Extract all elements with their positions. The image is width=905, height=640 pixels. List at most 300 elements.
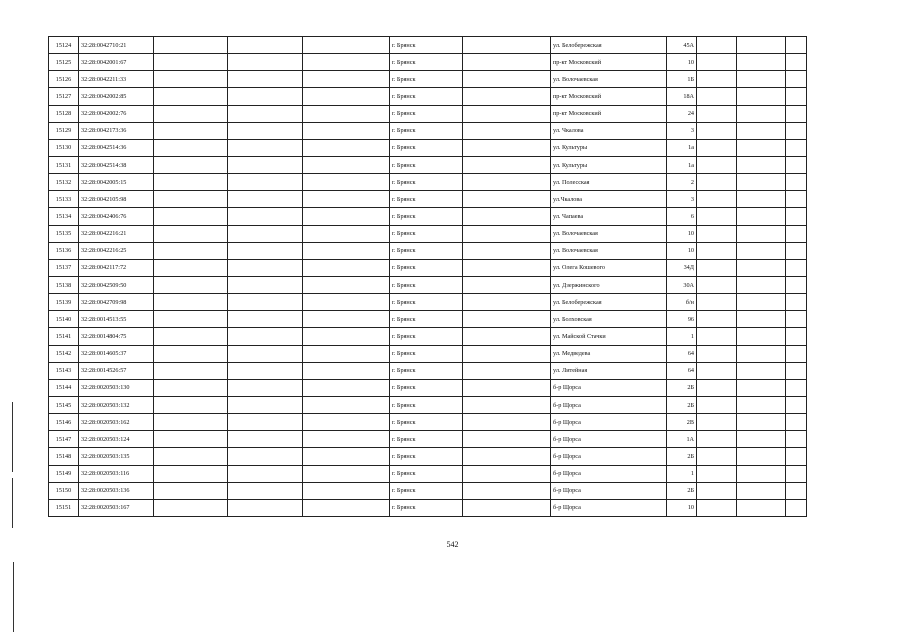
empty-cell xyxy=(463,482,551,499)
empty-cell xyxy=(228,54,303,71)
empty-cell xyxy=(786,465,807,482)
city-cell: г. Брянск xyxy=(390,105,463,122)
row-number: 15138 xyxy=(49,276,79,293)
empty-cell xyxy=(786,105,807,122)
city-cell: г. Брянск xyxy=(390,448,463,465)
empty-cell xyxy=(228,311,303,328)
street-cell: ул. Культуры xyxy=(551,139,667,156)
empty-cell xyxy=(228,88,303,105)
city-cell: г. Брянск xyxy=(390,294,463,311)
empty-cell xyxy=(228,37,303,54)
empty-cell xyxy=(303,88,390,105)
empty-cell xyxy=(697,174,737,191)
cadastral-number: 32:28:0020503:167 xyxy=(79,499,154,516)
empty-cell xyxy=(463,431,551,448)
empty-cell xyxy=(737,259,786,276)
empty-cell xyxy=(697,242,737,259)
house-number-cell: 6 xyxy=(667,208,697,225)
empty-cell xyxy=(228,482,303,499)
empty-cell xyxy=(463,294,551,311)
empty-cell xyxy=(786,448,807,465)
cadastral-number: 32:28:0042514:38 xyxy=(79,156,154,173)
empty-cell xyxy=(228,431,303,448)
empty-cell xyxy=(737,191,786,208)
house-number-cell: 45А xyxy=(667,37,697,54)
empty-cell xyxy=(697,499,737,516)
empty-cell xyxy=(697,88,737,105)
cadastral-number: 32:28:0042514:36 xyxy=(79,139,154,156)
empty-cell xyxy=(737,362,786,379)
house-number-cell: 30А xyxy=(667,276,697,293)
row-number: 15133 xyxy=(49,191,79,208)
empty-cell xyxy=(463,225,551,242)
empty-cell xyxy=(697,345,737,362)
table-row xyxy=(49,294,807,311)
street-cell: б-р Щорса xyxy=(551,465,667,482)
house-number-cell: 10 xyxy=(667,242,697,259)
row-number: 15128 xyxy=(49,105,79,122)
empty-cell xyxy=(228,294,303,311)
cadastral-number: 32:28:0042211:33 xyxy=(79,71,154,88)
city-cell: г. Брянск xyxy=(390,139,463,156)
cadastral-number: 32:28:0020503:135 xyxy=(79,448,154,465)
empty-cell xyxy=(737,37,786,54)
empty-cell xyxy=(697,328,737,345)
house-number-cell: 10 xyxy=(667,499,697,516)
empty-cell xyxy=(463,499,551,516)
empty-cell xyxy=(154,156,228,173)
table-row xyxy=(49,379,807,396)
table-row xyxy=(49,276,807,293)
empty-cell xyxy=(786,139,807,156)
house-number-cell: 64 xyxy=(667,362,697,379)
house-number-cell: 10 xyxy=(667,225,697,242)
empty-cell xyxy=(228,105,303,122)
empty-cell xyxy=(786,71,807,88)
house-number-cell: 1А xyxy=(667,431,697,448)
street-cell: пр-кт Московский xyxy=(551,88,667,105)
empty-cell xyxy=(697,379,737,396)
table-row xyxy=(49,499,807,516)
row-number: 15148 xyxy=(49,448,79,465)
street-cell: ул. Волочаевская xyxy=(551,71,667,88)
empty-cell xyxy=(737,225,786,242)
empty-cell xyxy=(463,448,551,465)
row-number: 15146 xyxy=(49,414,79,431)
empty-cell xyxy=(154,294,228,311)
row-number: 15131 xyxy=(49,156,79,173)
cadastral-number: 32:28:0042709:98 xyxy=(79,294,154,311)
house-number-cell: 96 xyxy=(667,311,697,328)
cadastral-number: 32:28:0042216:21 xyxy=(79,225,154,242)
row-number: 15151 xyxy=(49,499,79,516)
street-cell: б-р Щорса xyxy=(551,499,667,516)
empty-cell xyxy=(303,259,390,276)
house-number-cell: 1Б xyxy=(667,71,697,88)
street-cell: б-р Щорса xyxy=(551,482,667,499)
empty-cell xyxy=(154,88,228,105)
empty-cell xyxy=(303,482,390,499)
cadastral-number: 32:28:0020503:132 xyxy=(79,396,154,413)
cadastral-number: 32:28:0042117:72 xyxy=(79,259,154,276)
house-number-cell: 2В xyxy=(667,414,697,431)
empty-cell xyxy=(303,225,390,242)
city-cell: г. Брянск xyxy=(390,174,463,191)
table-row xyxy=(49,328,807,345)
empty-cell xyxy=(786,225,807,242)
empty-cell xyxy=(303,362,390,379)
empty-cell xyxy=(303,448,390,465)
street-cell: ул. Медведева xyxy=(551,345,667,362)
empty-cell xyxy=(786,499,807,516)
empty-cell xyxy=(228,362,303,379)
city-cell: г. Брянск xyxy=(390,54,463,71)
empty-cell xyxy=(697,414,737,431)
row-number: 15143 xyxy=(49,362,79,379)
empty-cell xyxy=(303,499,390,516)
table-row xyxy=(49,448,807,465)
city-cell: г. Брянск xyxy=(390,431,463,448)
street-cell: б-р Щорса xyxy=(551,414,667,431)
cadastral-number: 32:28:0020503:130 xyxy=(79,379,154,396)
empty-cell xyxy=(154,431,228,448)
empty-cell xyxy=(463,242,551,259)
house-number-cell: 34Д xyxy=(667,259,697,276)
empty-cell xyxy=(154,259,228,276)
empty-cell xyxy=(228,122,303,139)
street-cell: ул. Литейная xyxy=(551,362,667,379)
row-number: 15134 xyxy=(49,208,79,225)
row-number: 15126 xyxy=(49,71,79,88)
page-number: 542 xyxy=(446,540,459,549)
house-number-cell: 3 xyxy=(667,122,697,139)
row-number: 15136 xyxy=(49,242,79,259)
empty-cell xyxy=(463,208,551,225)
empty-cell xyxy=(737,379,786,396)
empty-cell xyxy=(463,54,551,71)
empty-cell xyxy=(154,174,228,191)
empty-cell xyxy=(786,122,807,139)
empty-cell xyxy=(463,396,551,413)
empty-cell xyxy=(737,482,786,499)
empty-cell xyxy=(154,499,228,516)
table-row xyxy=(49,139,807,156)
row-number: 15144 xyxy=(49,379,79,396)
empty-cell xyxy=(786,328,807,345)
empty-cell xyxy=(154,379,228,396)
empty-cell xyxy=(154,105,228,122)
empty-cell xyxy=(303,311,390,328)
house-number-cell: 1а xyxy=(667,139,697,156)
house-number-cell: 1 xyxy=(667,328,697,345)
scan-edge-mark xyxy=(13,562,14,632)
empty-cell xyxy=(228,139,303,156)
table-row xyxy=(49,465,807,482)
empty-cell xyxy=(697,37,737,54)
empty-cell xyxy=(786,242,807,259)
table-row xyxy=(49,37,807,54)
street-cell: пр-кт Московский xyxy=(551,105,667,122)
empty-cell xyxy=(737,54,786,71)
row-number: 15142 xyxy=(49,345,79,362)
empty-cell xyxy=(463,122,551,139)
cadastral-number: 32:28:0020503:162 xyxy=(79,414,154,431)
cadastral-number: 32:28:0042406:76 xyxy=(79,208,154,225)
empty-cell xyxy=(697,259,737,276)
street-cell: б-р Щорса xyxy=(551,379,667,396)
empty-cell xyxy=(463,191,551,208)
empty-cell xyxy=(463,328,551,345)
property-registry-table xyxy=(48,36,807,517)
cadastral-number: 32:28:0042002:76 xyxy=(79,105,154,122)
empty-cell xyxy=(786,414,807,431)
street-cell: ул. Полесская xyxy=(551,174,667,191)
table-row xyxy=(49,396,807,413)
street-cell: ул. Белобережская xyxy=(551,294,667,311)
cadastral-number: 32:28:0042002:85 xyxy=(79,88,154,105)
city-cell: г. Брянск xyxy=(390,414,463,431)
empty-cell xyxy=(463,379,551,396)
empty-cell xyxy=(697,465,737,482)
city-cell: г. Брянск xyxy=(390,465,463,482)
house-number-cell: 18А xyxy=(667,88,697,105)
empty-cell xyxy=(228,71,303,88)
house-number-cell: 2Б xyxy=(667,482,697,499)
empty-cell xyxy=(228,208,303,225)
empty-cell xyxy=(303,208,390,225)
house-number-cell: 2Б xyxy=(667,448,697,465)
empty-cell xyxy=(737,328,786,345)
city-cell: г. Брянск xyxy=(390,71,463,88)
empty-cell xyxy=(154,225,228,242)
house-number-cell: 2 xyxy=(667,174,697,191)
empty-cell xyxy=(463,259,551,276)
empty-cell xyxy=(154,208,228,225)
empty-cell xyxy=(463,345,551,362)
street-cell: ул. Белобережская xyxy=(551,37,667,54)
house-number-cell: 1 xyxy=(667,465,697,482)
house-number-cell: 24 xyxy=(667,105,697,122)
empty-cell xyxy=(737,499,786,516)
empty-cell xyxy=(303,139,390,156)
empty-cell xyxy=(786,37,807,54)
empty-cell xyxy=(303,174,390,191)
empty-cell xyxy=(697,122,737,139)
house-number-cell: 2Б xyxy=(667,379,697,396)
house-number-cell: 64 xyxy=(667,345,697,362)
empty-cell xyxy=(737,71,786,88)
empty-cell xyxy=(463,311,551,328)
street-cell: ул. Дзержинского xyxy=(551,276,667,293)
table-row xyxy=(49,414,807,431)
street-cell: ул. Волочаевская xyxy=(551,225,667,242)
row-number: 15147 xyxy=(49,431,79,448)
house-number-cell: б/н xyxy=(667,294,697,311)
empty-cell xyxy=(737,156,786,173)
empty-cell xyxy=(786,294,807,311)
scan-edge-mark xyxy=(12,402,13,472)
cadastral-number: 32:28:0042105:98 xyxy=(79,191,154,208)
empty-cell xyxy=(228,191,303,208)
cadastral-number: 32:28:0042216:25 xyxy=(79,242,154,259)
empty-cell xyxy=(303,345,390,362)
empty-cell xyxy=(463,156,551,173)
street-cell: ул. Олега Кошевого xyxy=(551,259,667,276)
empty-cell xyxy=(154,311,228,328)
empty-cell xyxy=(228,156,303,173)
empty-cell xyxy=(697,448,737,465)
empty-cell xyxy=(303,379,390,396)
empty-cell xyxy=(154,139,228,156)
empty-cell xyxy=(786,431,807,448)
empty-cell xyxy=(697,225,737,242)
empty-cell xyxy=(154,122,228,139)
empty-cell xyxy=(463,414,551,431)
empty-cell xyxy=(697,54,737,71)
empty-cell xyxy=(786,156,807,173)
cadastral-number: 32:28:0042710:21 xyxy=(79,37,154,54)
empty-cell xyxy=(463,174,551,191)
cadastral-number: 32:28:0042173:36 xyxy=(79,122,154,139)
street-cell: ул. Болховская xyxy=(551,311,667,328)
table-row xyxy=(49,71,807,88)
empty-cell xyxy=(303,242,390,259)
empty-cell xyxy=(228,465,303,482)
empty-cell xyxy=(154,191,228,208)
empty-cell xyxy=(303,37,390,54)
city-cell: г. Брянск xyxy=(390,276,463,293)
cadastral-number: 32:28:0014513:55 xyxy=(79,311,154,328)
table-row xyxy=(49,174,807,191)
cadastral-number: 32:28:0020503:124 xyxy=(79,431,154,448)
house-number-cell: 10 xyxy=(667,54,697,71)
empty-cell xyxy=(303,191,390,208)
table-row xyxy=(49,191,807,208)
empty-cell xyxy=(154,448,228,465)
row-number: 15132 xyxy=(49,174,79,191)
street-cell: ул. Майской Стачки xyxy=(551,328,667,345)
city-cell: г. Брянск xyxy=(390,396,463,413)
city-cell: г. Брянск xyxy=(390,225,463,242)
row-number: 15140 xyxy=(49,311,79,328)
street-cell: б-р Щорса xyxy=(551,448,667,465)
cadastral-number: 32:28:0042001:67 xyxy=(79,54,154,71)
empty-cell xyxy=(786,362,807,379)
table-row xyxy=(49,259,807,276)
empty-cell xyxy=(737,242,786,259)
street-cell: ул. Волочаевская xyxy=(551,242,667,259)
city-cell: г. Брянск xyxy=(390,345,463,362)
cadastral-number: 32:28:0014526:57 xyxy=(79,362,154,379)
empty-cell xyxy=(463,139,551,156)
empty-cell xyxy=(463,465,551,482)
empty-cell xyxy=(463,71,551,88)
row-number: 15141 xyxy=(49,328,79,345)
empty-cell xyxy=(228,448,303,465)
empty-cell xyxy=(303,105,390,122)
empty-cell xyxy=(303,396,390,413)
empty-cell xyxy=(737,208,786,225)
empty-cell xyxy=(786,88,807,105)
street-cell: ул. Культуры xyxy=(551,156,667,173)
empty-cell xyxy=(303,54,390,71)
empty-cell xyxy=(228,396,303,413)
empty-cell xyxy=(228,276,303,293)
table-row xyxy=(49,208,807,225)
city-cell: г. Брянск xyxy=(390,311,463,328)
empty-cell xyxy=(737,294,786,311)
table-row xyxy=(49,362,807,379)
row-number: 15139 xyxy=(49,294,79,311)
city-cell: г. Брянск xyxy=(390,156,463,173)
street-cell: б-р Щорса xyxy=(551,396,667,413)
house-number-cell: 1а xyxy=(667,156,697,173)
empty-cell xyxy=(737,174,786,191)
cadastral-number: 32:28:0020503:136 xyxy=(79,482,154,499)
table-row xyxy=(49,105,807,122)
table-row xyxy=(49,156,807,173)
empty-cell xyxy=(697,294,737,311)
empty-cell xyxy=(154,414,228,431)
empty-cell xyxy=(786,311,807,328)
empty-cell xyxy=(154,396,228,413)
empty-cell xyxy=(737,88,786,105)
empty-cell xyxy=(697,191,737,208)
empty-cell xyxy=(228,499,303,516)
table-row xyxy=(49,122,807,139)
row-number: 15129 xyxy=(49,122,79,139)
empty-cell xyxy=(697,482,737,499)
empty-cell xyxy=(697,276,737,293)
table-row xyxy=(49,311,807,328)
empty-cell xyxy=(228,328,303,345)
empty-cell xyxy=(228,379,303,396)
empty-cell xyxy=(463,105,551,122)
empty-cell xyxy=(737,311,786,328)
empty-cell xyxy=(154,465,228,482)
cadastral-number: 32:28:0014804:75 xyxy=(79,328,154,345)
empty-cell xyxy=(463,276,551,293)
empty-cell xyxy=(737,139,786,156)
empty-cell xyxy=(303,465,390,482)
table-row xyxy=(49,482,807,499)
empty-cell xyxy=(154,362,228,379)
cadastral-number: 32:28:0014605:37 xyxy=(79,345,154,362)
empty-cell xyxy=(737,414,786,431)
empty-cell xyxy=(154,242,228,259)
city-cell: г. Брянск xyxy=(390,242,463,259)
empty-cell xyxy=(228,345,303,362)
empty-cell xyxy=(303,276,390,293)
empty-cell xyxy=(228,259,303,276)
empty-cell xyxy=(303,294,390,311)
city-cell: г. Брянск xyxy=(390,259,463,276)
city-cell: г. Брянск xyxy=(390,37,463,54)
empty-cell xyxy=(228,242,303,259)
empty-cell xyxy=(697,311,737,328)
cadastral-number: 32:28:0042005:15 xyxy=(79,174,154,191)
empty-cell xyxy=(463,362,551,379)
empty-cell xyxy=(786,379,807,396)
empty-cell xyxy=(737,448,786,465)
empty-cell xyxy=(737,431,786,448)
table-row xyxy=(49,88,807,105)
city-cell: г. Брянск xyxy=(390,208,463,225)
city-cell: г. Брянск xyxy=(390,362,463,379)
city-cell: г. Брянск xyxy=(390,499,463,516)
empty-cell xyxy=(786,54,807,71)
empty-cell xyxy=(786,482,807,499)
